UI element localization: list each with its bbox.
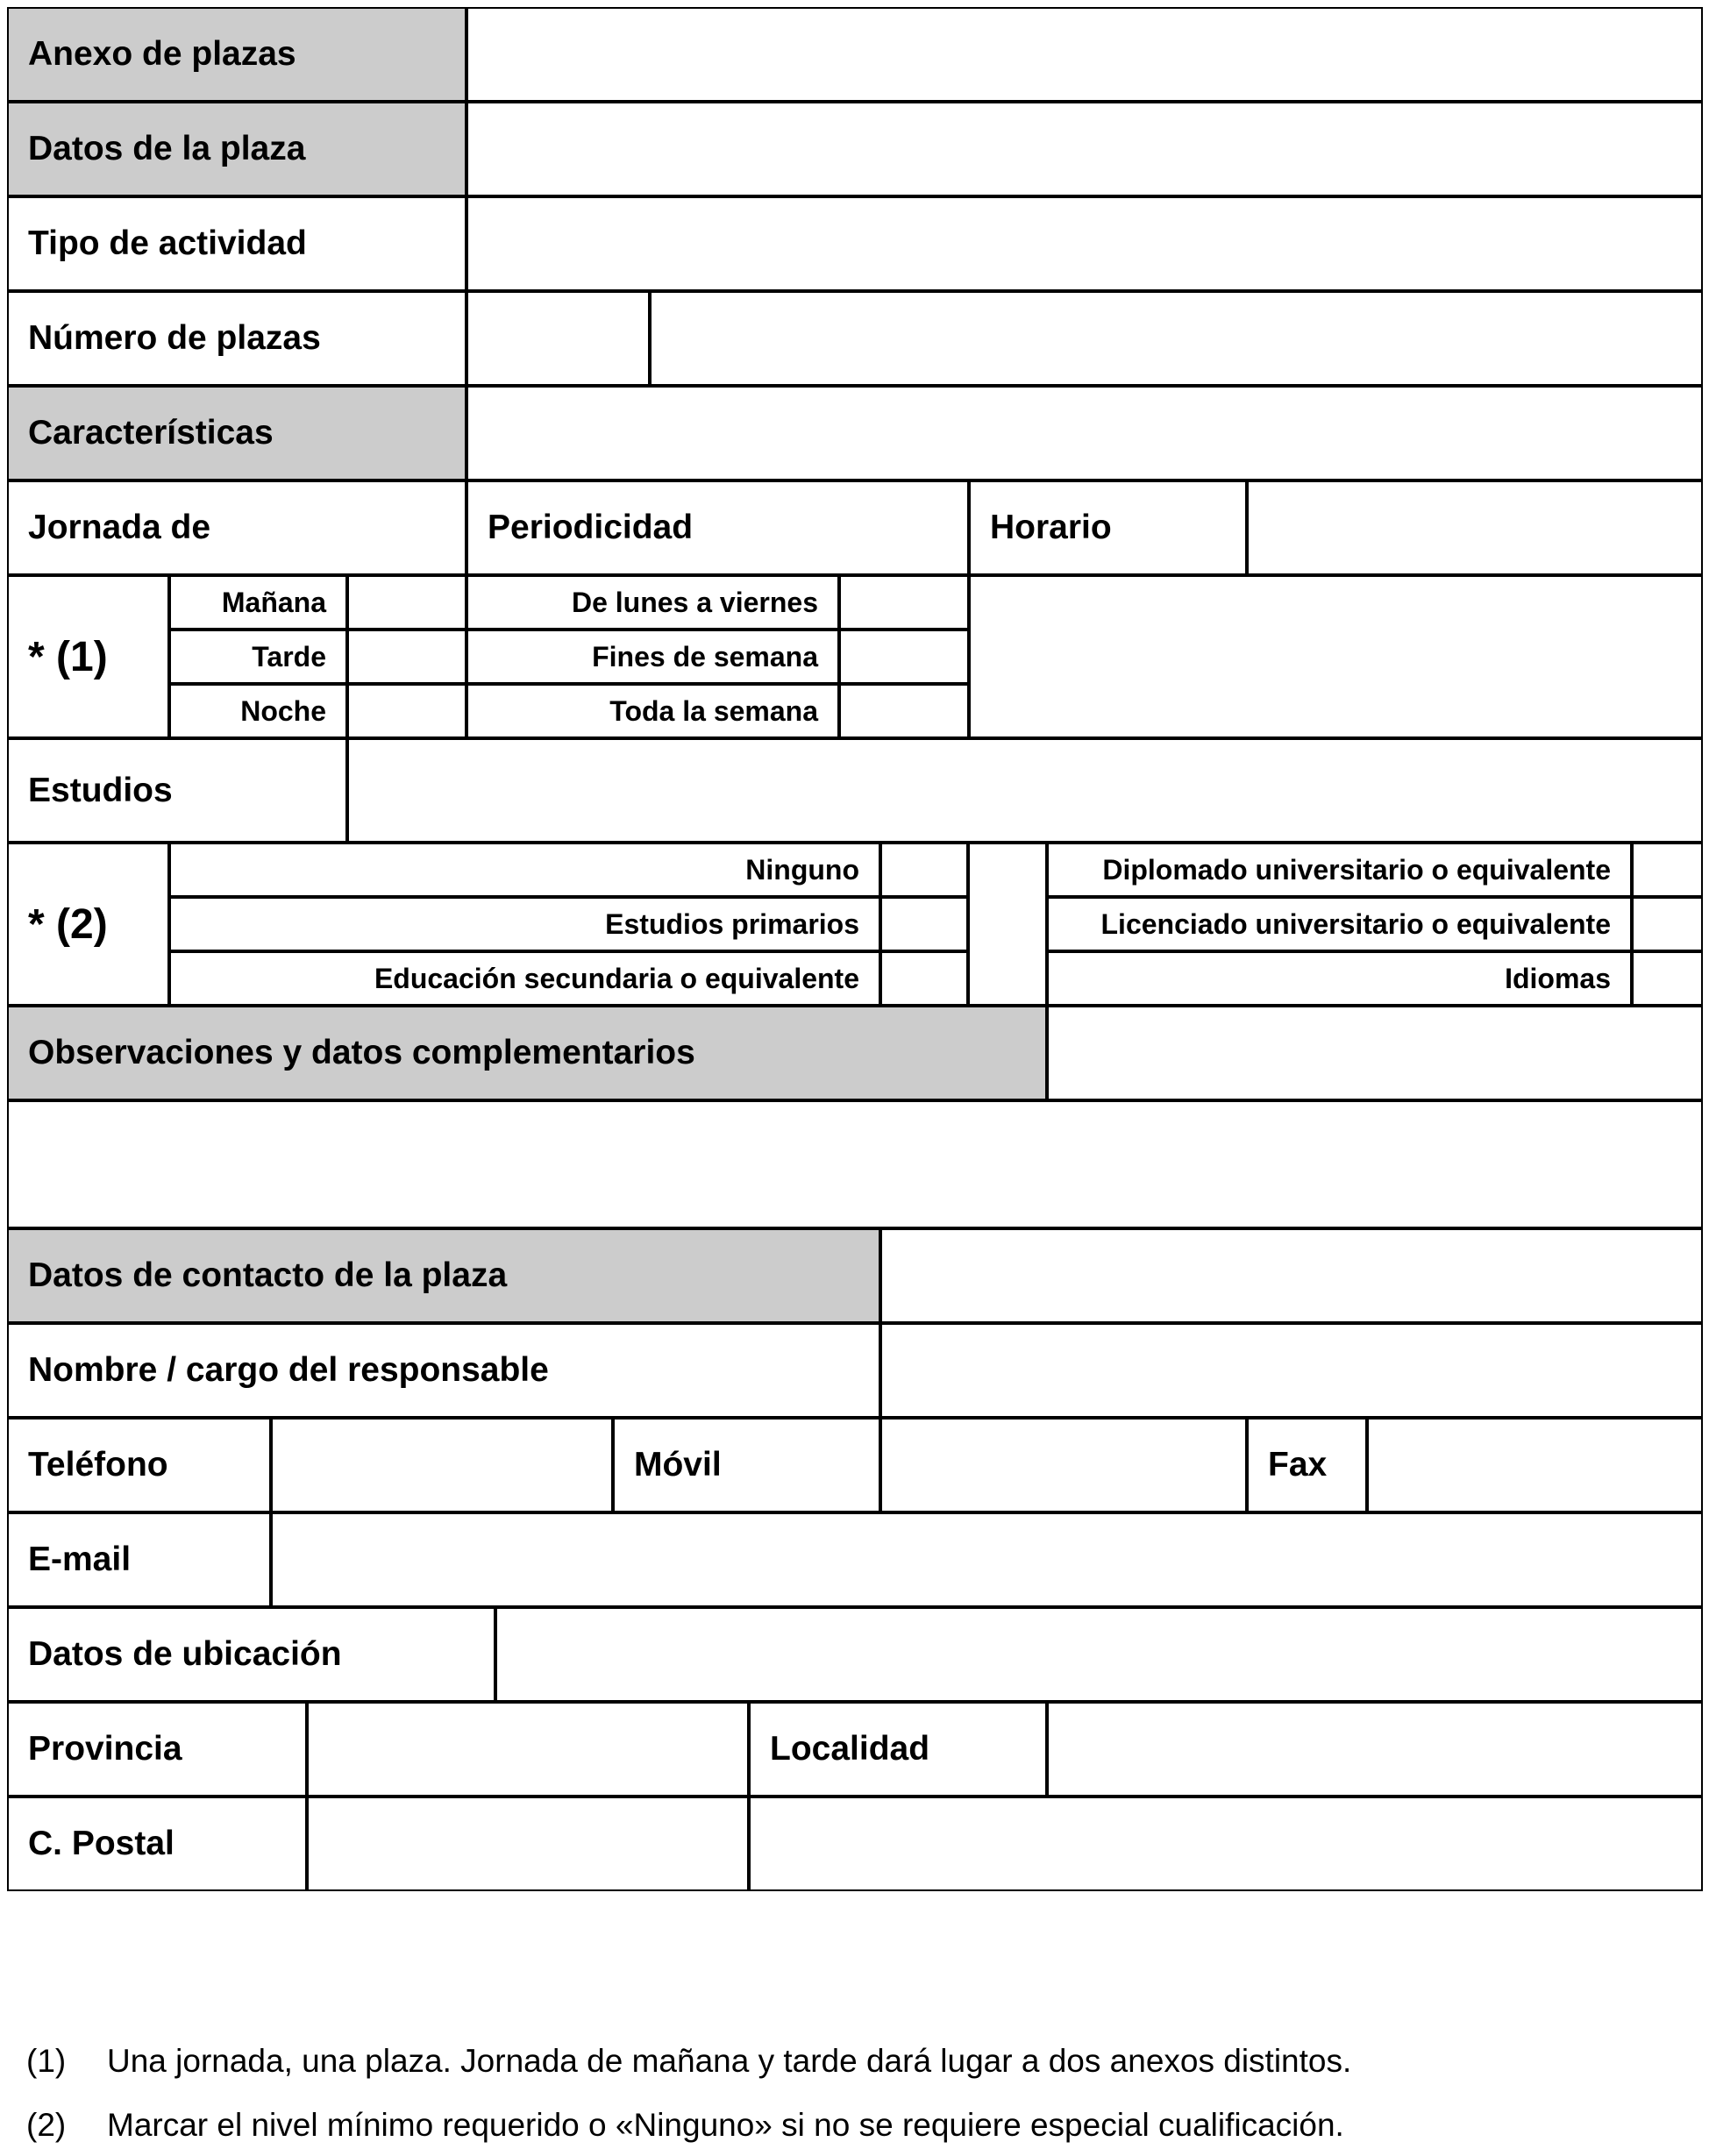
jornada-label: Jornada de <box>7 480 466 575</box>
periodicidad-label: Periodicidad <box>466 480 969 575</box>
estudios-secundaria-checkbox[interactable] <box>880 951 968 1006</box>
footnote-1-text: Una jornada, una plaza. Jornada de mañana y tarde dará lugar a dos anexos distintos. <box>107 2043 1352 2079</box>
ubicacion-field[interactable] <box>495 1607 1703 1702</box>
ubicacion-label: Datos de ubicación <box>7 1607 495 1702</box>
telefono-field[interactable] <box>271 1418 613 1512</box>
observaciones-side-field[interactable] <box>1047 1006 1703 1100</box>
footnote-2 <box>26 2107 1344 2144</box>
movil-field[interactable] <box>880 1418 1247 1512</box>
periodicidad-option-toda-semana: Toda la semana <box>466 684 839 738</box>
contacto-field[interactable] <box>880 1228 1703 1323</box>
numero-plazas-label: Número de plazas <box>7 291 466 386</box>
estudios-spacer <box>968 843 1047 1006</box>
jornada-option-manana: Mañana <box>169 575 347 630</box>
footnote-1-number: (1) <box>26 2043 67 2079</box>
jornada-manana-checkbox[interactable] <box>347 575 466 630</box>
datos-plaza-header: Datos de la plaza <box>7 102 466 196</box>
anexo-plazas-header: Anexo de plazas <box>7 7 466 102</box>
tipo-actividad-label: Tipo de actividad <box>7 196 466 291</box>
movil-label: Móvil <box>613 1418 880 1512</box>
estudios-ninguno-checkbox[interactable] <box>880 843 968 897</box>
estudios-option-primarios: Estudios primarios <box>169 897 880 951</box>
cpostal-extra-field[interactable] <box>749 1797 1703 1891</box>
estudios-option-ninguno: Ninguno <box>169 843 880 897</box>
caracteristicas-field[interactable] <box>466 386 1703 480</box>
periodicidad-option-fines-semana: Fines de semana <box>466 630 839 684</box>
contacto-header: Datos de contacto de la plaza <box>7 1228 880 1323</box>
jornada-tarde-checkbox[interactable] <box>347 630 466 684</box>
fax-label: Fax <box>1247 1418 1367 1512</box>
estudios-option-licenciado: Licenciado universitario o equivalente <box>1047 897 1632 951</box>
estudios-note-marker: * (2) <box>7 843 169 1006</box>
observaciones-textarea[interactable] <box>7 1100 1703 1228</box>
estudios-licenciado-checkbox[interactable] <box>1632 897 1703 951</box>
datos-plaza-field[interactable] <box>466 102 1703 196</box>
periodicidad-fines-semana-checkbox[interactable] <box>839 630 969 684</box>
estudios-label: Estudios <box>7 738 347 843</box>
footnote-2-number: (2) <box>26 2107 67 2143</box>
estudios-option-idiomas: Idiomas <box>1047 951 1632 1006</box>
horario-detail-field[interactable] <box>969 575 1703 738</box>
jornada-option-noche: Noche <box>169 684 347 738</box>
numero-plazas-field[interactable] <box>466 291 650 386</box>
estudios-primarios-checkbox[interactable] <box>880 897 968 951</box>
provincia-label: Provincia <box>7 1702 307 1797</box>
tipo-actividad-field[interactable] <box>466 196 1703 291</box>
numero-plazas-extra-field[interactable] <box>650 291 1703 386</box>
estudios-option-diplomado: Diplomado universitario o equivalente <box>1047 843 1632 897</box>
footnote-1 <box>26 2043 1351 2080</box>
email-field[interactable] <box>271 1512 1703 1607</box>
horario-field[interactable] <box>1247 480 1703 575</box>
localidad-field[interactable] <box>1047 1702 1703 1797</box>
estudios-option-secundaria: Educación secundaria o equivalente <box>169 951 880 1006</box>
fax-field[interactable] <box>1367 1418 1703 1512</box>
jornada-option-tarde: Tarde <box>169 630 347 684</box>
email-label: E-mail <box>7 1512 271 1607</box>
anexo-plazas-field[interactable] <box>466 7 1703 102</box>
estudios-idiomas-checkbox[interactable] <box>1632 951 1703 1006</box>
estudios-field[interactable] <box>347 738 1703 843</box>
horario-label: Horario <box>969 480 1247 575</box>
localidad-label: Localidad <box>749 1702 1047 1797</box>
periodicidad-lunes-viernes-checkbox[interactable] <box>839 575 969 630</box>
periodicidad-toda-semana-checkbox[interactable] <box>839 684 969 738</box>
estudios-diplomado-checkbox[interactable] <box>1632 843 1703 897</box>
cpostal-field[interactable] <box>307 1797 749 1891</box>
footnote-2-text: Marcar el nivel mínimo requerido o «Ninguno» si no se requiere especial cualificación. <box>107 2107 1344 2143</box>
observaciones-header: Observaciones y datos complementarios <box>7 1006 1047 1100</box>
caracteristicas-header: Características <box>7 386 466 480</box>
responsable-label: Nombre / cargo del responsable <box>7 1323 880 1418</box>
jornada-note-marker: * (1) <box>7 575 169 738</box>
cpostal-label: C. Postal <box>7 1797 307 1891</box>
jornada-noche-checkbox[interactable] <box>347 684 466 738</box>
telefono-label: Teléfono <box>7 1418 271 1512</box>
provincia-field[interactable] <box>307 1702 749 1797</box>
periodicidad-option-lunes-viernes: De lunes a viernes <box>466 575 839 630</box>
responsable-field[interactable] <box>880 1323 1703 1418</box>
